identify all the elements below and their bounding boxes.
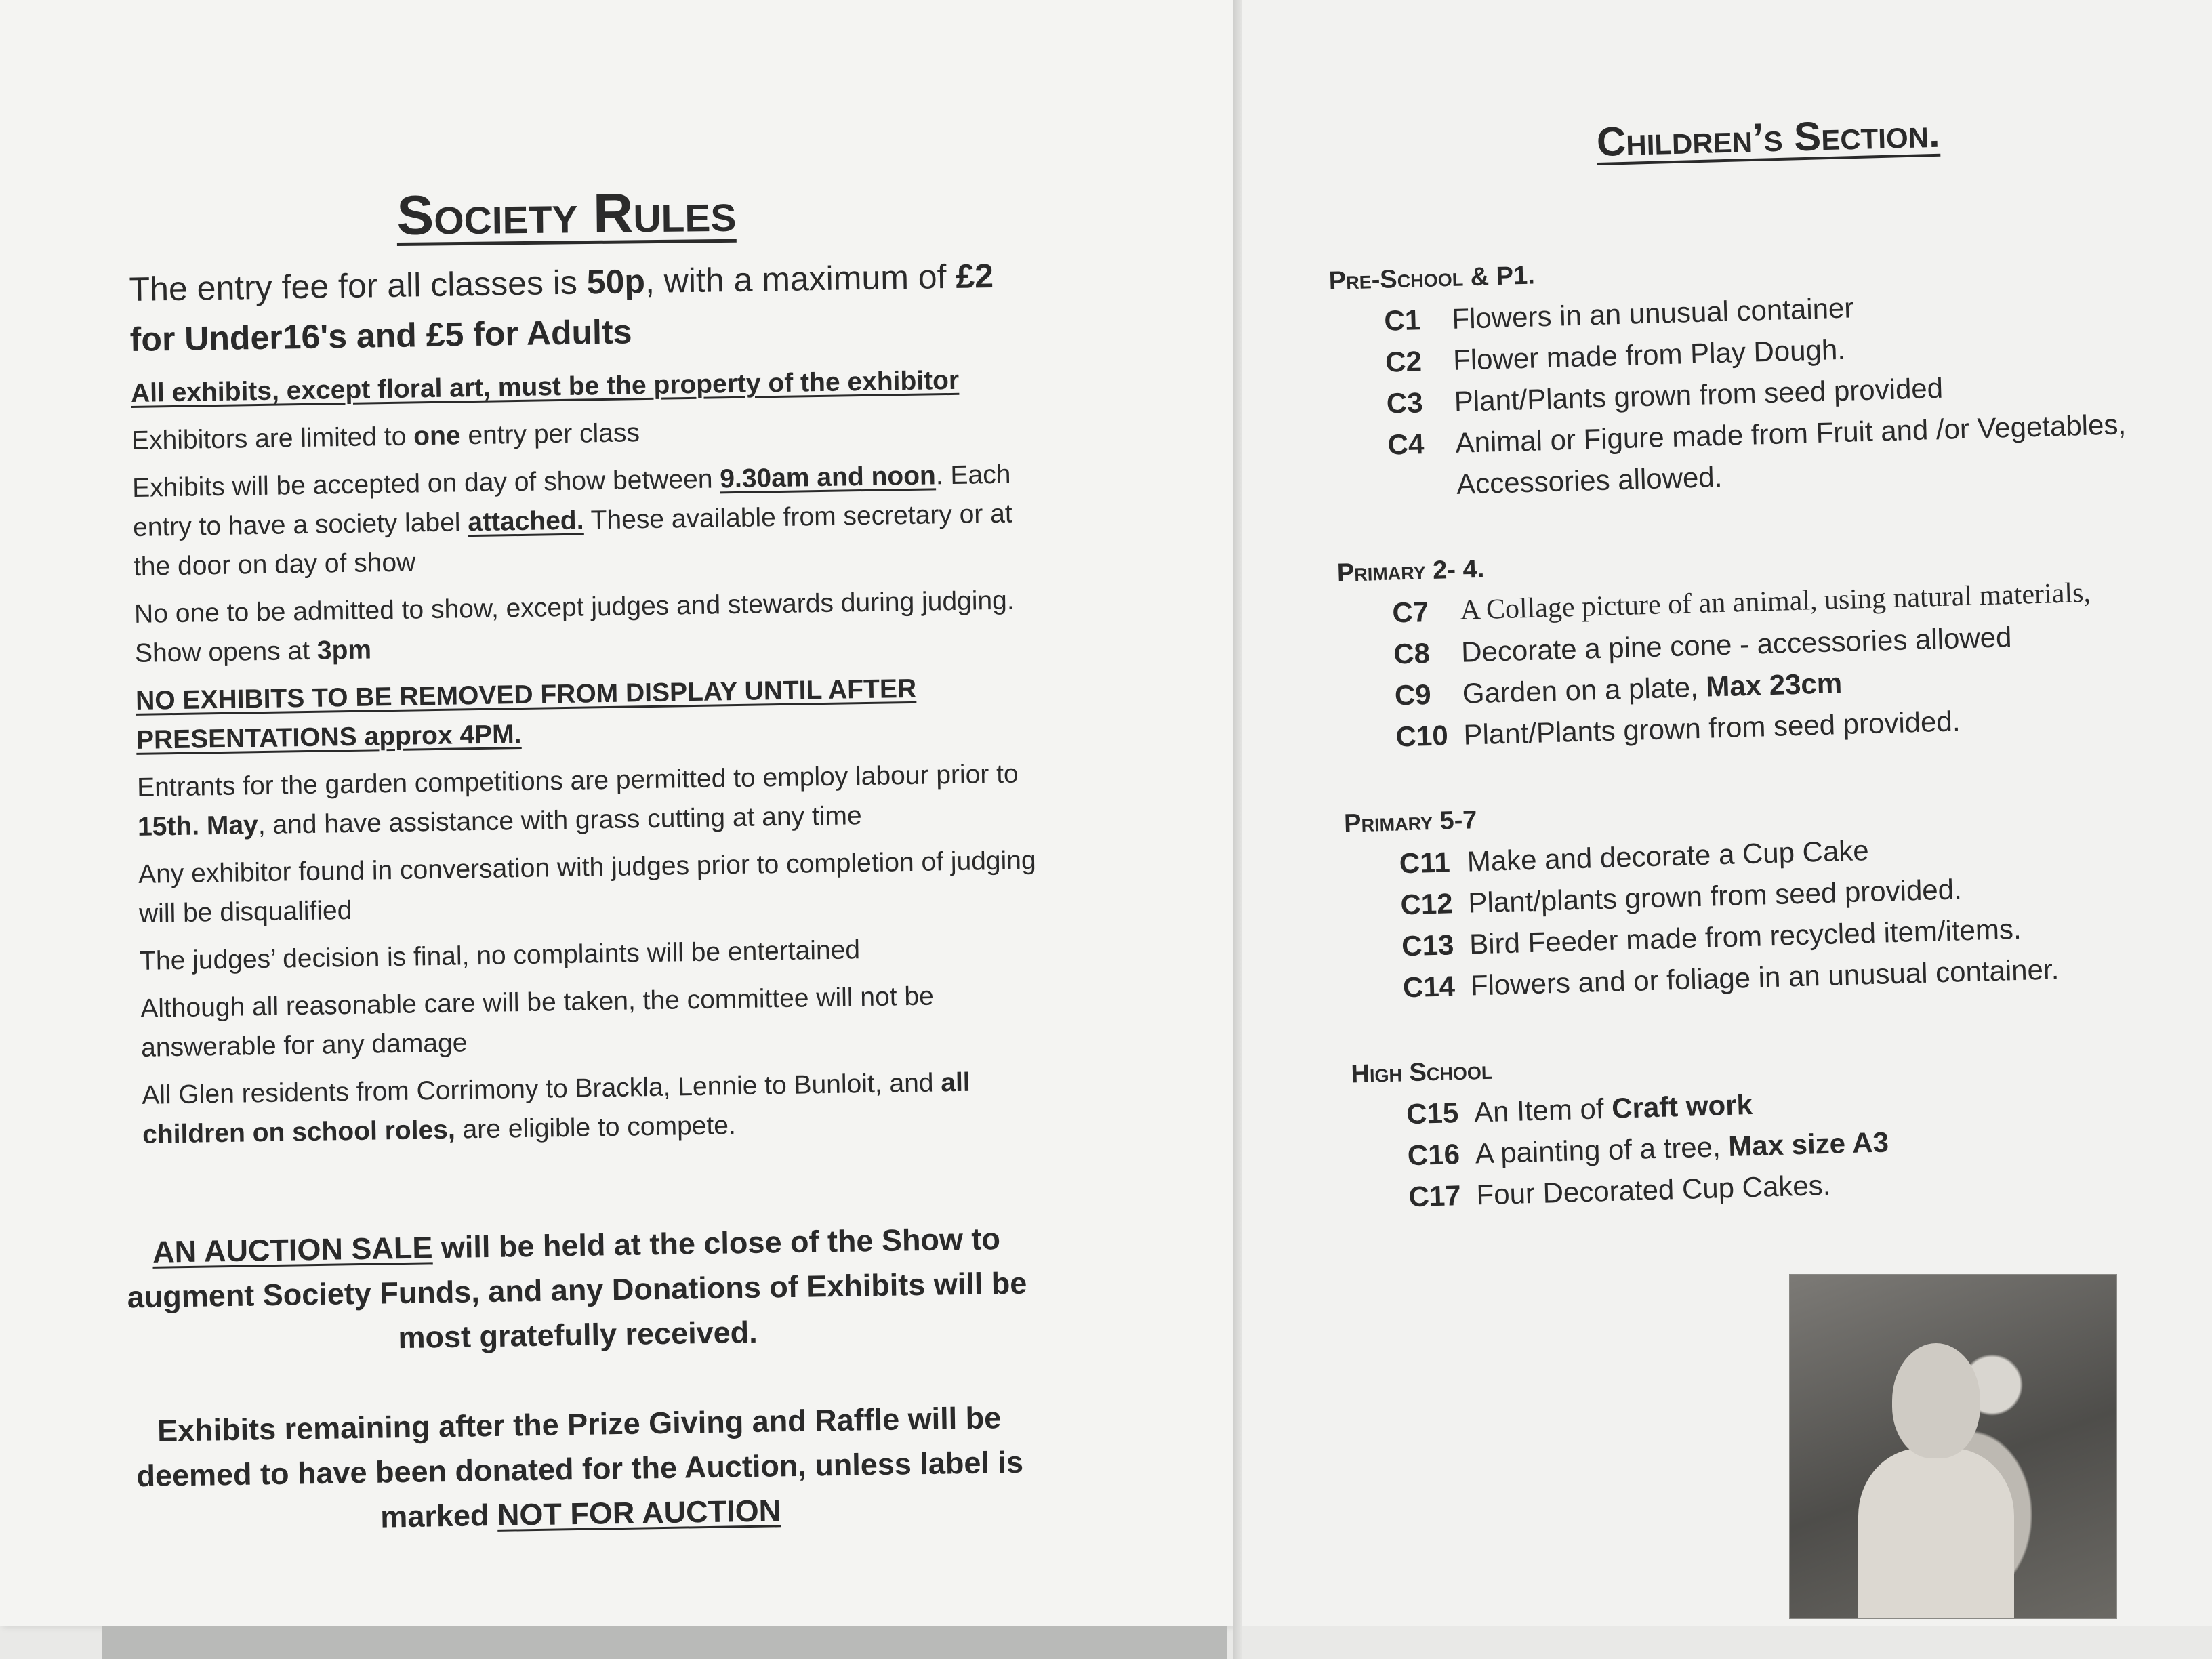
text-run: The entry fee for all classes is: [129, 263, 588, 308]
text-run: will be held at the close of the Show to augment Society Funds, and any Donations of Exhibits will be most gratefully received.: [127, 1221, 1027, 1355]
rule-item: [140, 975, 1043, 1068]
class-code: C8: [1393, 637, 1431, 670]
description-text: Flower made from Play Dough.: [1452, 333, 1846, 376]
description-text: Plant/plants grown from seed provided.: [1467, 873, 1963, 919]
class-code: C7: [1391, 596, 1429, 629]
class-code: C3: [1386, 386, 1424, 419]
rule-item: [131, 407, 1033, 461]
group-title: Primary 5-7: [1343, 806, 1478, 838]
text-run: These available from secretary or at the door on day of show: [133, 499, 1013, 581]
description-text: Four Decorated Cup Cakes.: [1475, 1168, 1831, 1211]
auction-notice: [122, 1216, 1036, 1588]
class-code: C10: [1395, 719, 1449, 753]
society-rules-title: Society Rules: [396, 181, 737, 247]
text-run: NOT FOR AUCTION: [497, 1493, 781, 1532]
text-run: , with a maximum of: [644, 257, 956, 301]
rules-list: [129, 250, 1044, 1163]
description-text: An Item of: [1473, 1092, 1605, 1128]
rule-item: [134, 581, 1037, 674]
class-code: C15: [1406, 1097, 1459, 1130]
page-gap: [1233, 0, 1242, 1659]
class-code: C9: [1394, 678, 1432, 712]
text-run: The judges’ decision is final, no complaints will be entertained: [139, 935, 861, 976]
description-text: Plant/Plants grown from seed provided: [1454, 371, 1944, 417]
text-run: 3pm: [316, 635, 372, 665]
child-photo: [1789, 1274, 2117, 1619]
rule-item: [140, 928, 1042, 981]
class-group: [1351, 1030, 2212, 1219]
description-emphasis: Max size A3: [1719, 1126, 1889, 1163]
description-text: Plant/Plants grown from seed provided.: [1462, 705, 1961, 751]
text-run: . Each entry to have a society label: [132, 459, 1011, 542]
class-code: C4: [1387, 428, 1425, 461]
text-run: No one to be admitted to show, except judges and stewards during judging. Show opens at: [134, 586, 1015, 668]
class-group: [1336, 529, 2209, 759]
rule-item: [142, 1062, 1044, 1155]
auction-paragraph: [122, 1216, 1032, 1364]
rule-item: [137, 754, 1040, 847]
description-emphasis: Max 23cm: [1698, 667, 1843, 703]
text-run: , and have assistance with grass cutting at any time: [258, 801, 862, 840]
description-text: Flowers and or foliage in an unusual container.: [1470, 953, 2060, 1002]
rule-item: [131, 360, 1033, 413]
description-text: Bird Feeder made from recycled item/items.: [1469, 912, 2022, 960]
text-run: Exhibits remaining after the Prize Giving and Raffle will be deemed to have been donated for the Auction, unless label is marked: [136, 1400, 1024, 1534]
class-code: C13: [1401, 928, 1454, 962]
text-run: £2 for Under16's and £5 for Adults: [129, 256, 994, 359]
text-run: Exhibitors are limited to: [131, 422, 414, 455]
text-run: Any exhibitor found in conversation with judges prior to completion of judging will be disqualified: [138, 846, 1036, 928]
group-title: High School: [1350, 1056, 1493, 1089]
text-run: Exhibits will be accepted on day of show between: [131, 464, 720, 503]
description-text: Make and decorate a Cup Cake: [1467, 834, 1870, 878]
rule-item: [132, 455, 1036, 587]
description-text: Animal or Figure made from Fruit and /or Vegetables, Accessories allowed.: [1454, 408, 2127, 500]
text-run: are eligible to compete.: [455, 1111, 737, 1145]
text-run: entry per class: [460, 418, 640, 451]
rule-item: [129, 250, 1031, 365]
text-run: All exhibits, except floral art, must be the property of the exhibitor: [130, 365, 960, 408]
class-code: C14: [1402, 970, 1456, 1004]
description-emphasis: Craft work: [1603, 1088, 1753, 1125]
group-title: Primary 2- 4.: [1336, 554, 1485, 588]
rule-item: [138, 841, 1041, 934]
remaining-exhibits-paragraph: [125, 1395, 1035, 1543]
description-text: A Collage picture of an animal, using natural materials,: [1459, 577, 2091, 626]
text-run: all children on school roles,: [142, 1067, 971, 1149]
text-run: NO EXHIBITS TO BE REMOVED FROM DISPLAY UNTIL AFTER PRESENTATIONS approx 4PM.: [135, 674, 917, 755]
text-run: Entrants for the garden competitions are permitted to employ labour prior to: [136, 759, 1019, 802]
description-text: A painting of a tree,: [1475, 1130, 1721, 1170]
text-run: 9.30am and noon: [719, 461, 937, 494]
photo-figure-head: [1892, 1343, 1980, 1458]
class-code: C2: [1385, 345, 1422, 378]
childrens-section-title: Children’s Section.: [1596, 110, 1941, 165]
description-text: Garden on a plate,: [1462, 671, 1699, 710]
rule-item: [136, 668, 1038, 760]
photo-figure-body: [1858, 1448, 2014, 1618]
class-code: C16: [1407, 1138, 1460, 1172]
class-group: [1328, 237, 2203, 508]
group-title: Pre-School & P1.: [1328, 261, 1536, 295]
text-run: one: [413, 421, 461, 451]
class-code: C11: [1399, 846, 1451, 880]
class-code: C12: [1399, 887, 1454, 921]
text-run: AN AUCTION SALE: [152, 1230, 433, 1269]
text-run: All Glen residents from Corrimony to Brackla, Lennie to Bunloit, and: [141, 1068, 941, 1110]
text-run: Although all reasonable care will be taken, the committee will not be answerable for any damage: [140, 981, 935, 1063]
text-run: attached.: [467, 506, 584, 537]
text-run: 15th. May: [137, 811, 259, 842]
bottom-strip: [102, 1626, 1227, 1659]
description-text: Decorate a pine cone - accessories allowed: [1460, 621, 2012, 668]
right-page: [1242, 0, 2212, 1626]
class-code: C17: [1408, 1179, 1462, 1213]
class-group: [1343, 779, 2212, 1010]
text-run: 50p: [586, 262, 646, 302]
description-text: Flowers in an unusual container: [1451, 291, 1854, 335]
class-code: C1: [1383, 304, 1421, 337]
class-sections: [1328, 237, 2212, 1263]
